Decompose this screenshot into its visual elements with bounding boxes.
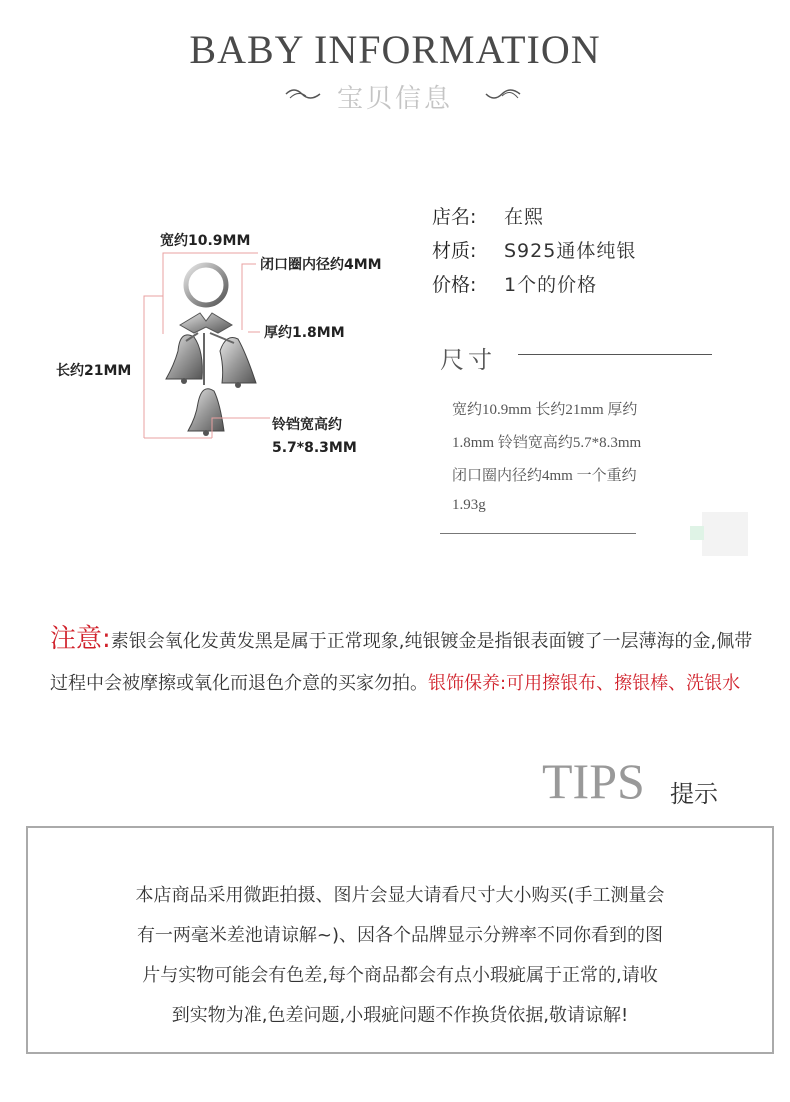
page-title-cn: 宝贝信息 [336,84,453,114]
bell-size-callout-line2: 5.7*8.3MM [272,440,357,456]
tips-text [60,876,740,1036]
decorative-square [702,512,748,556]
notice-paragraph [50,618,755,705]
measurement-lines [0,0,790,470]
spec-shop-value: 在熙 [504,206,545,228]
spec-material [432,236,636,263]
tips-line-1: 本店商品采用微距拍摄、图片会显大请看尺寸大小购买(手工测量会 [135,885,665,906]
page-title-en: BABY INFORMATION [189,27,601,72]
size-line-2: 1.8mm 铃铛宽高约5.7*8.3mm [452,435,642,451]
spec-price-value: 1个的价格 [504,274,598,296]
tips-line-4: 到实物为准,色差问题,小瑕疵问题不作换货依据,敬请谅解! [171,1005,629,1026]
decorative-green-square [690,526,704,540]
size-title: 尺寸 [440,346,496,374]
spec-material-label: 材质: [432,240,477,262]
size-divider [518,354,712,355]
spec-price-label: 价格: [432,274,477,296]
size-bottom-divider [440,533,636,534]
spec-material-value: S925通体纯银 [504,240,637,262]
size-line-4: 1.93g [452,497,486,513]
tips-title-cn: 提示 [670,780,718,808]
tips-line-2: 有一两毫米差池请谅解~)、因各个品牌显示分辨率不同你看到的图 [136,925,664,946]
width-callout: 宽约10.9MM [160,233,251,249]
spec-shop-label: 店名: [432,206,477,228]
tips-line-3: 片与实物可能会有色差,每个商品都会有点小瑕疵属于正常的,请收 [142,965,658,986]
length-callout: 长约21MM [56,363,132,379]
thickness-callout: 厚约1.8MM [264,325,345,341]
care-text: 银饰保养:可用擦银布、擦银棒、洗银水 [428,673,741,694]
ring-callout: 闭口圈内径约4MM [260,257,382,273]
notice-label: 注意: [50,624,111,654]
spec-shop [432,202,544,229]
size-line-1: 宽约10.9mm 长约21mm 厚约 [452,402,638,418]
size-line-3: 闭口圈内径约4mm 一个重约 [452,468,637,484]
bell-size-callout-line1: 铃铛宽高约 [272,417,342,433]
notice-text: 素银会氧化发黄发黑是属于正常现象,纯银镀金是指银表面镀了一层薄海的金,佩带过程中会被摩擦或氧化而退色介意的买家勿拍。 [50,631,753,694]
tips-title-en: TIPS [542,753,645,809]
spec-price [432,270,597,297]
